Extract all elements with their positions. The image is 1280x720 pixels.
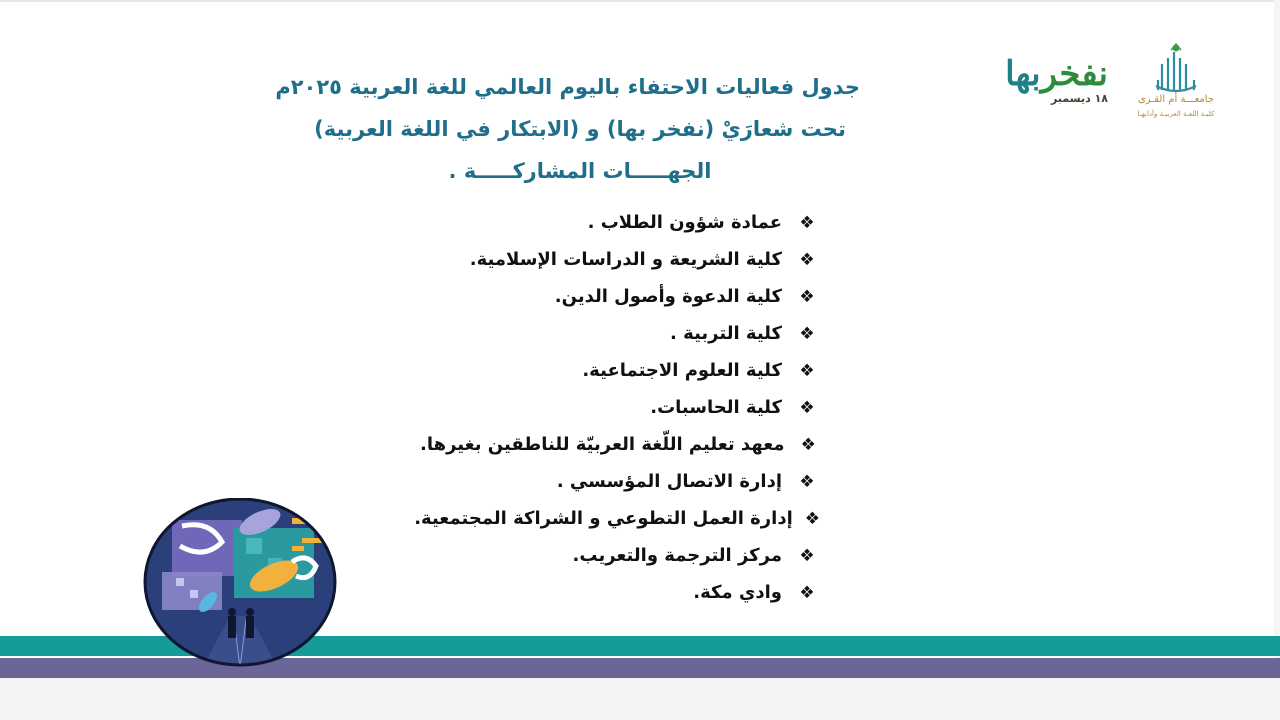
bullet-icon: ❖ (799, 397, 815, 418)
list-item (414, 500, 820, 537)
slogan-logo (962, 54, 1108, 118)
slogan-date: ١٨ ديسمبر (1051, 92, 1108, 105)
list-item-text: كلية الحاسبات. (650, 397, 782, 418)
list-item (420, 426, 820, 463)
list-item-text: وادي مكة. (693, 582, 782, 603)
top-divider (0, 0, 1280, 2)
list-item-text: معهد تعليم اللّغة العربيّة للناطقين بغيرها. (420, 434, 785, 455)
list-item-text: مركز الترجمة والتعريب. (572, 545, 782, 566)
list-item (420, 278, 820, 315)
bullet-icon: ❖ (799, 286, 815, 307)
bullet-icon: ❖ (799, 249, 815, 270)
list-item (420, 241, 820, 278)
right-edge (1274, 0, 1280, 720)
slide-header (275, 66, 860, 192)
footer-gray-area (0, 678, 1280, 720)
list-item-text: كلية العلوم الاجتماعية. (582, 360, 782, 381)
bullet-icon: ❖ (804, 508, 820, 529)
bullet-icon: ❖ (799, 323, 815, 344)
bullet-icon: ❖ (799, 212, 815, 233)
list-item-text: عمادة شؤون الطلاب . (587, 212, 782, 233)
university-college: كليـة اللغـة العربيـة وآدابهـا (1137, 110, 1215, 118)
bullet-icon: ❖ (800, 434, 816, 455)
list-item-text: إدارة الاتصال المؤسسي . (556, 471, 782, 492)
bullet-icon: ❖ (799, 471, 815, 492)
university-emblem-icon (1124, 40, 1228, 94)
slogan-logo-text (962, 54, 1108, 94)
participants-list (414, 204, 820, 611)
list-item (420, 204, 820, 241)
bullet-icon: ❖ (799, 582, 815, 603)
bullet-icon: ❖ (799, 545, 815, 566)
list-item-text: كلية الدعوة وأصول الدين. (554, 286, 782, 307)
title-line-1: جدول فعاليات الاحتفاء باليوم العالمي للغة العربية ٢٠٢٥م (275, 75, 860, 99)
list-item (420, 463, 820, 500)
slogan-word-2: بها (1005, 54, 1041, 94)
list-item (420, 537, 820, 574)
title-line-2: تحت شعارَيْ (نفخر بها) و (الابتكار في اللغة العربية) (314, 117, 846, 141)
list-item (420, 389, 820, 426)
university-name: جامعـــة أم القـرى (1137, 94, 1215, 105)
bullet-icon: ❖ (799, 360, 815, 381)
list-item-text: كلية الشريعة و الدراسات الإسلامية. (469, 249, 782, 270)
list-item (420, 574, 820, 611)
slogan-word-1: نفخر (1040, 54, 1108, 94)
list-item (420, 315, 820, 352)
list-item (420, 352, 820, 389)
university-logo (1124, 40, 1228, 124)
event-emblem-icon (142, 498, 342, 668)
list-item-text: كلية التربية . (670, 323, 782, 344)
title-line-3: الجهـــــات المشاركـــــة . (448, 159, 712, 183)
list-item-text: إدارة العمل التطوعي و الشراكة المجتمعية. (414, 508, 793, 529)
